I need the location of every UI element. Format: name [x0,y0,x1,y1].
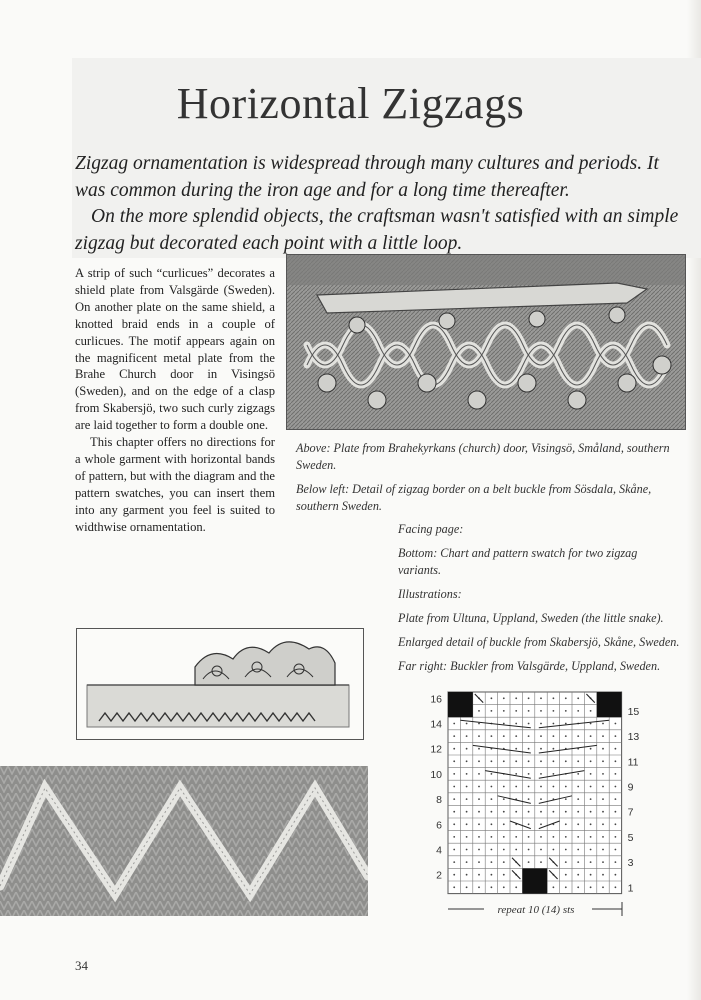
chart-cell-dot [590,773,592,775]
chart-row-label-left: 2 [436,869,442,882]
intro-paragraph-2: On the more splendid objects, the craftsman wasn't satisfied with an simple zigzag but decorated each point with a little loop. [75,206,679,254]
chart-cell-dot [491,710,493,712]
chart-cell-dot [553,849,555,851]
chart-cell-dot [577,811,579,813]
church-door-plate-photo [286,254,686,430]
chart-cell-dot [528,849,530,851]
chart-cell-dot [528,697,530,699]
body-paragraph-1: A strip of such “curlicues” decorates a shield plate from Valsgärde (Sweden). On another plate on the same shield, a knotted braid ends in a couple of curlicues. The motif appears again on the magnificent metal plate from the Brahe Church door in Visingsö (Sweden), and on the edge of a clasp from Skabersjö, two such curly zigzags are laid together to form a double one. [75,266,275,433]
chart-cell-dot [615,786,617,788]
chart-cell-dot [453,836,455,838]
chart-cell-dot [553,773,555,775]
chart-cell-dot [590,811,592,813]
chart-cell-dot [565,760,567,762]
chart-cell-dot [590,823,592,825]
chart-cell-dot [615,886,617,888]
chart-cell-dot [453,723,455,725]
caption-illustrations-heading: Illustrations: [398,587,462,601]
chart-cell-dot [515,697,517,699]
chart-right-row-labels [628,706,640,894]
chart-cell-dot [453,861,455,863]
chart-cell-dot [515,748,517,750]
chart-cell-dot [540,786,542,788]
belt-buckle-drawing [76,628,364,740]
chart-cell-dot [553,710,555,712]
chart-row-label-left: 8 [436,794,442,807]
chart-cell-dot [577,798,579,800]
chart-cell-dot [553,836,555,838]
chart-cell-dot [528,723,530,725]
chart-row-label-right: 5 [627,831,634,844]
chart-cell-dot [590,874,592,876]
chart-cell-dot [553,786,555,788]
chart-cell-dot [515,710,517,712]
chart-cell-dot [577,886,579,888]
chart-cell-dot [515,723,517,725]
chart-cell-dot [491,697,493,699]
chart-cell-dot [453,798,455,800]
chart-cell-dot [515,773,517,775]
caption-illustration-1: Plate from Ultuna, Uppland, Sweden (the little snake). [398,611,664,625]
chart-cell-dot [466,798,468,800]
chart-cell-dot [540,697,542,699]
chart-cell-dot [602,723,604,725]
chart-cell-dot [515,760,517,762]
chart-cell-dot [503,861,505,863]
chart-cell-dot [565,874,567,876]
chart-repeat-label: repeat 10 (14) sts [497,904,575,916]
chart-cell-dot [540,798,542,800]
chart-cell-dot [602,760,604,762]
chart-cell-dot [478,723,480,725]
chart-cell-dot [615,735,617,737]
chart-cell-dot [565,710,567,712]
chart-cell-dot [453,748,455,750]
chart-cell-dot [615,811,617,813]
chart-cell-dot [602,773,604,775]
chart-cell-dot [565,786,567,788]
chart-cell-dot [491,874,493,876]
chart-cell-dot [491,823,493,825]
chart-cell-dot [491,786,493,788]
chart-cell-dot [577,836,579,838]
chart-cell-dot [577,760,579,762]
chart-solid-block [522,868,547,893]
chart-cell-dot [528,748,530,750]
chart-cell-dot [466,836,468,838]
chart-cell-dot [540,748,542,750]
chart-cell-dot [503,710,505,712]
chart-cell-dot [602,786,604,788]
chart-row-label-right: 13 [627,731,640,744]
chart-cell-dot [615,874,617,876]
chart-cell-dot [615,849,617,851]
chart-cell-dot [602,836,604,838]
chart-row-label-left: 10 [430,768,442,781]
chart-cell-dot [478,786,480,788]
chart-cell-dot [528,823,530,825]
chart-cell-dot [491,861,493,863]
chart-cell-dot [540,849,542,851]
chart-cell-dot [553,748,555,750]
chart-cell-dot [528,836,530,838]
chart-cell-dot [540,836,542,838]
chart-cell-dot [540,710,542,712]
chart-cell-dot [565,798,567,800]
chart-cell-dot [491,836,493,838]
chart-cell-dot [515,786,517,788]
chart-cell-dot [565,836,567,838]
chart-cell-dot [466,760,468,762]
chart-cell-dot [466,735,468,737]
chart-cell-dot [540,723,542,725]
chart-row-label-right: 7 [627,806,634,819]
chart-row-label-left: 16 [430,693,442,706]
chart-cell-dot [577,849,579,851]
chart-cell-dot [478,823,480,825]
chart-cell-dot [503,798,505,800]
chart-cell-dot [577,710,579,712]
chart-cell-dot [615,836,617,838]
chart-cell-dot [602,861,604,863]
chart-cell-dot [615,723,617,725]
chart-cell-dot [466,748,468,750]
chart-cell-dot [503,836,505,838]
chart-cell-dot [503,786,505,788]
chart-cell-dot [565,861,567,863]
chart-cell-dot [478,836,480,838]
chart-cell-dot [503,723,505,725]
chart-cell-dot [466,773,468,775]
chart-cell-dot [590,723,592,725]
chart-cell-dot [453,760,455,762]
chart-cell-dot [478,710,480,712]
chart-solid-block [597,692,622,717]
caption-illustration-2: Enlarged detail of buckle from Skabersjö, Skåne, Sweden. [398,635,680,649]
chart-cell-dot [602,798,604,800]
chart-cell-dot [565,811,567,813]
chart-cell-dot [453,886,455,888]
chart-cell-dot [577,735,579,737]
chart-cell-dot [590,786,592,788]
chart-cell-dot [577,823,579,825]
chart-row-label-left: 14 [430,718,442,731]
chart-cell-dot [615,798,617,800]
chart-cell-dot [577,874,579,876]
chart-cell-dot [590,735,592,737]
chart-cell-dot [615,861,617,863]
chart-cell-dot [590,710,592,712]
chart-row-label-right: 15 [627,705,640,718]
chart-cell-dot [515,849,517,851]
chart-cell-dot [590,849,592,851]
chart-row-label-right: 9 [627,781,634,794]
chart-cell-dot [503,849,505,851]
chart-cell-dot [466,861,468,863]
chart-cell-dot [478,874,480,876]
caption-above: Above: Plate from Brahekyrkans (church) door, Visingsö, Småland, southern Sweden. [296,441,670,472]
chart-cell-dot [528,798,530,800]
caption-below-left: Below left: Detail of zigzag border on a belt buckle from Sösdala, Skåne, southern Sweden. [296,482,652,513]
chart-cell-dot [615,760,617,762]
chart-cell-dot [453,874,455,876]
chart-cell-dot [615,823,617,825]
chart-cell-dot [590,748,592,750]
chart-cell-dot [515,886,517,888]
chart-cell-dot [540,760,542,762]
chart-cell-dot [478,760,480,762]
chart-row-label-left: 12 [430,743,442,756]
chart-left-row-labels [430,693,442,881]
chart-row-label-right: 1 [627,882,634,895]
chart-cell-dot [602,886,604,888]
chart-cell-dot [602,748,604,750]
body-text [75,265,275,536]
chart-cell-dot [503,874,505,876]
chart-cell-dot [466,886,468,888]
chart-cell-dot [540,773,542,775]
chart-row-label-left: 4 [436,844,442,857]
chart-cell-dot [602,823,604,825]
chart-cell-dot [553,886,555,888]
chart-cell-dot [553,735,555,737]
chart-cell-dot [540,861,542,863]
chart-cell-dot [528,786,530,788]
chart-cell-dot [478,849,480,851]
chart-cell-dot [515,735,517,737]
chart-cell-dot [528,861,530,863]
chart-cell-dot [540,811,542,813]
chart-cell-dot [540,823,542,825]
chart-grid [448,692,622,894]
chart-cell-dot [491,886,493,888]
chart-cell-dot [491,798,493,800]
caption-illustration-3: Far right: Buckler from Valsgärde, Uppland, Sweden. [398,659,661,673]
chart-cell-dot [602,735,604,737]
chart-cell-dot [602,849,604,851]
chart-cell-dot [491,760,493,762]
body-paragraph-2: This chapter offers no directions for a whole garment with horizontal bands of pattern, but with the diagram and the pattern swatches, you can insert them into any garment you feel is suited to widthwise ornamentation. [75,435,275,534]
chart-cell-dot [565,823,567,825]
chart-cell-dot [590,861,592,863]
chart-cell-dot [503,735,505,737]
chart-cell-dot [491,811,493,813]
chart-cell-dot [453,786,455,788]
chart-solid-block [448,692,473,717]
chart-cell-dot [528,760,530,762]
chart-cell-dot [453,811,455,813]
chart-cell-dot [577,861,579,863]
chart-cell-dot [565,697,567,699]
chart-cell-dot [565,886,567,888]
chart-row-label-left: 6 [436,819,442,832]
chart-cell-dot [491,849,493,851]
chart-cell-dot [466,811,468,813]
chart-cell-dot [540,735,542,737]
chart-cell-dot [553,811,555,813]
chart-cell-dot [577,773,579,775]
chart-cell-dot [503,823,505,825]
chart-cell-dot [491,773,493,775]
chart-cell-dot [528,710,530,712]
chart-cell-dot [565,735,567,737]
chart-cell-dot [602,811,604,813]
chart-cell-dot [565,723,567,725]
chart-cell-dot [577,697,579,699]
chart-cell-dot [590,760,592,762]
chart-cell-dot [478,748,480,750]
chart-cell-dot [478,798,480,800]
chart-cell-dot [466,823,468,825]
chart-row-label-right: 3 [627,857,634,870]
chart-cell-dot [515,836,517,838]
chart-cell-dot [466,723,468,725]
chart-cell-dot [503,886,505,888]
chart-cell-dot [453,849,455,851]
chart-cell-dot [553,760,555,762]
chart-cell-dot [615,748,617,750]
chart-cell-dot [503,760,505,762]
chart-cell-dot [528,811,530,813]
chart-cell-dot [466,849,468,851]
chart-cell-dot [478,773,480,775]
chart-cell-dot [453,823,455,825]
knitted-zigzag-swatch-photo [0,766,368,916]
chart-cell-dot [565,849,567,851]
chart-cell-dot [478,735,480,737]
chart-row-label-right: 11 [627,756,639,769]
chart-cell-dot [503,811,505,813]
caption-facing-bottom: Bottom: Chart and pattern swatch for two zigzag variants. [398,546,638,577]
intro-paragraph-1: Zigzag ornamentation is widespread through many cultures and periods. It was common during the iron age and for a long time thereafter. [75,153,659,201]
chart-cell-dot [590,836,592,838]
chart-cell-dot [491,735,493,737]
chart-cell-dot [466,874,468,876]
chart-cell-dot [553,723,555,725]
page-number: 34 [75,958,88,973]
chart-cell-dot [453,773,455,775]
chart-cell-dot [466,786,468,788]
chart-cell-dot [478,886,480,888]
chart-cell-dot [453,735,455,737]
page-title: Horizontal Zigzags [176,79,525,128]
chart-cell-dot [577,786,579,788]
caption-facing-heading: Facing page: [398,522,464,536]
chart-cell-dot [553,697,555,699]
chart-cell-dot [515,811,517,813]
chart-cell-dot [503,697,505,699]
chart-cell-dot [590,798,592,800]
knitting-chart [416,688,656,920]
chart-cell-dot [602,874,604,876]
chart-cell-dot [478,861,480,863]
chart-cell-dot [528,735,530,737]
chart-cell-dot [528,773,530,775]
chart-cell-dot [478,811,480,813]
chart-cell-dot [590,886,592,888]
chart-cell-dot [615,773,617,775]
